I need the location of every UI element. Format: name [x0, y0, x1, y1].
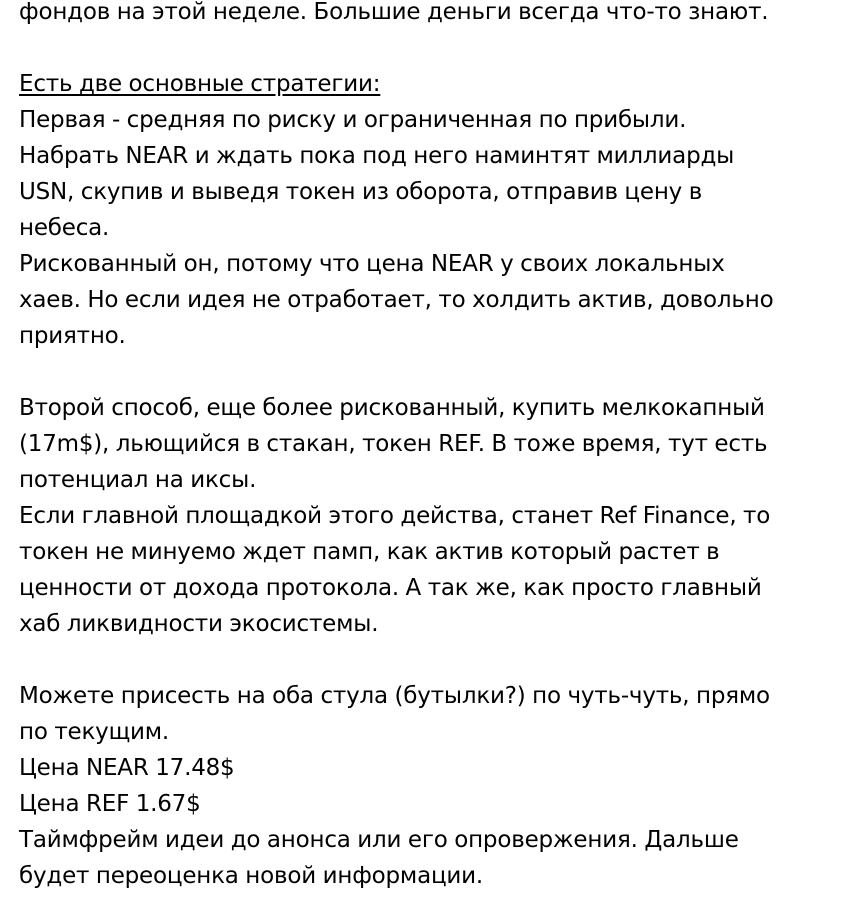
- intro-tail-line: фондов на этой неделе. Большие деньги всегда что-то знают.: [19, 0, 769, 25]
- first-strategy-line: небеса.: [19, 215, 110, 241]
- second-strategy-line: Второй способ, еще более рискованный, купить мелкокапный: [19, 395, 765, 421]
- second-strategy-line: (17m$), льющийся в стакан, токен REF. В тоже время, тут есть: [19, 431, 768, 457]
- second-strategy-line: потенциал на иксы.: [19, 467, 257, 493]
- first-strategy-line: Набрать NEAR и ждать пока под него наминтят миллиарды: [19, 143, 735, 169]
- first-strategy-line: Рискованный он, потому что цена NEAR у своих локальных: [19, 251, 725, 277]
- closing-line: будет переоценка новой информации.: [19, 863, 484, 889]
- first-strategy-line: хаев. Но если идея не отработает, то холдить актив, довольно: [19, 287, 774, 313]
- message-text: [19, 0, 844, 894]
- closing-line: Таймфрейм идеи до анонса или его опровержения. Дальше: [19, 827, 739, 853]
- second-strategy-line: хаб ликвидности экосистемы.: [19, 611, 379, 637]
- second-strategy-line: токен не минуемо ждет памп, как актив который растет в: [19, 539, 720, 565]
- paragraph-gap: [19, 354, 844, 390]
- ref-price-line: Цена REF 1.67$: [19, 791, 201, 817]
- paragraph-gap: [19, 30, 844, 66]
- first-strategy-line: USN, скупив и выведя токен из оборота, отправив цену в: [19, 179, 703, 205]
- closing-line: Можете присесть на оба стула (бутылки?) по чуть-чуть, прямо: [19, 683, 770, 709]
- strategies-heading: Есть две основные стратегии:: [19, 71, 381, 97]
- near-price-line: Цена NEAR 17.48$: [19, 755, 235, 781]
- paragraph-gap: [19, 642, 844, 678]
- first-strategy-line: приятно.: [19, 323, 126, 349]
- first-strategy-line: Первая - средняя по риску и ограниченная по прибыли.: [19, 107, 687, 133]
- second-strategy-line: Если главной площадкой этого действа, станет Ref Finance, то: [19, 503, 771, 529]
- second-strategy-line: ценности от дохода протокола. А так же, как просто главный: [19, 575, 762, 601]
- closing-line: по текущим.: [19, 719, 170, 745]
